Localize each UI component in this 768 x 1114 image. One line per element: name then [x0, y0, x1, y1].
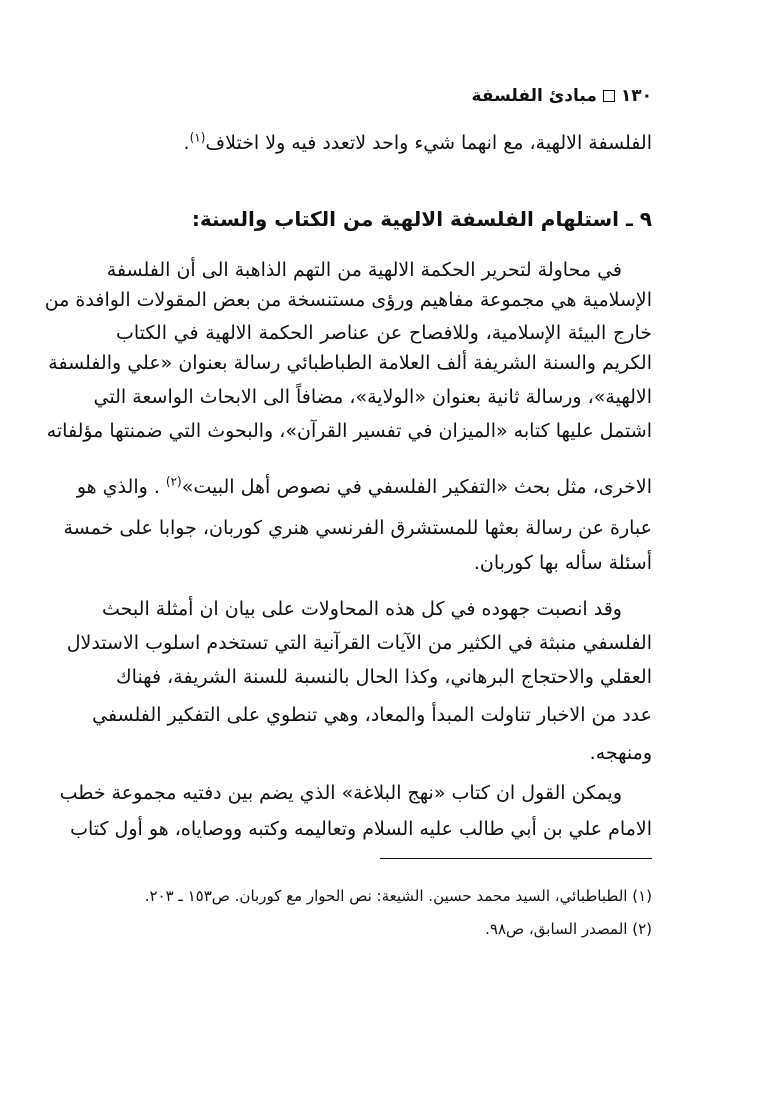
footnote-1: (١) الطباطبائي، السيد محمد حسين. الشيعة: نص الحوار مع كوربان. ص١٥٣ ـ ٢٠٣.	[144, 887, 652, 905]
intro-text: الفلسفة الالهية، مع انهما شيء واحد لاتعدد فيه ولا اختلاف	[205, 132, 652, 154]
paragraph-2-line-5: ومنهجه.	[589, 742, 652, 764]
paragraph-1-line-3: خارج البيئة الإسلامية، وللافصاح عن عناصر الحكمة الالهية في الكتاب	[116, 322, 652, 344]
paragraph-1-line-1: في محاولة لتحرير الحكمة الالهية من التهم الذاهبة الى أن الفلسفة	[106, 259, 622, 281]
paragraph-1-line-7	[76, 474, 652, 500]
paragraph-3-line-2: الامام علي بن أبي طالب عليه السلام وتعاليمه وكتبه ووصاياه، هو أول كتاب	[70, 818, 652, 840]
paragraph-2-line-3: العقلي والاحتجاج البرهاني، وكذا الحال بالنسبة للسنة الشريفة، فهناك	[116, 666, 652, 688]
paragraph-1-line-8: عبارة عن رسالة بعثها للمستشرق الفرنسي هنري كوربان، جوابا على خمسة	[63, 517, 652, 539]
paragraph-3-line-1: ويمكن القول ان كتاب «نهج البلاغة» الذي يضم بين دفتيه مجموعة خطب	[59, 782, 622, 804]
paragraph-1-line-5: الالهية»، ورسالة ثانية بعنوان «الولاية»، مضافاً الى الابحاث الواسعة التي	[93, 386, 652, 408]
square-ornament-icon	[603, 90, 615, 102]
line-7-text: الاخرى، مثل بحث «التفكير الفلسفي في نصوص أهل البيت»	[181, 476, 652, 498]
paragraph-1-line-4: الكريم والسنة الشريفة ألف العلامة الطباطبائي رسالة بعنوان «علي والفلسفة	[48, 352, 652, 374]
running-header	[472, 86, 652, 106]
footnote-2: (٢) المصدر السابق، ص٩٨.	[485, 920, 652, 938]
intro-end: .	[183, 132, 190, 154]
paragraph-1-line-2: الإسلامية هي مجموعة مفاهيم ورؤى مستنسخة من بعض المقولات الوافدة من	[44, 289, 652, 311]
running-title: مبادئ الفلسفة	[471, 86, 597, 106]
footnote-separator	[380, 858, 652, 859]
paragraph-2-line-4: عدد من الاخبار تناولت المبدأ والمعاد، وهي تنطوي على التفكير الفلسفي	[92, 704, 652, 726]
footnote-ref-2: (٢)	[165, 474, 182, 489]
page-number: ١٣٠	[620, 86, 652, 106]
paragraph-1-line-9: أسئلة سأله بها كوربان.	[473, 552, 652, 574]
paragraph-1-line-6: اشتمل عليها كتابه «الميزان في تفسير القرآن»، والبحوث التي ضمنتها مؤلفاته	[46, 420, 652, 442]
paragraph-2-line-1: وقد انصبت جهوده في كل هذه المحاولات على بيان ان أمثلة البحث	[102, 598, 622, 620]
paragraph-2-line-2: الفلسفي منبثة في الكثير من الآيات القرآنية التي تستخدم اسلوب الاستدلال	[66, 632, 652, 654]
footnote-ref-1: (١)	[189, 130, 206, 145]
line-7-tail: . والذي هو	[76, 476, 166, 498]
section-heading: ٩ ـ استلهام الفلسفة الالهية من الكتاب والسنة:	[191, 207, 652, 231]
intro-line	[116, 130, 652, 156]
